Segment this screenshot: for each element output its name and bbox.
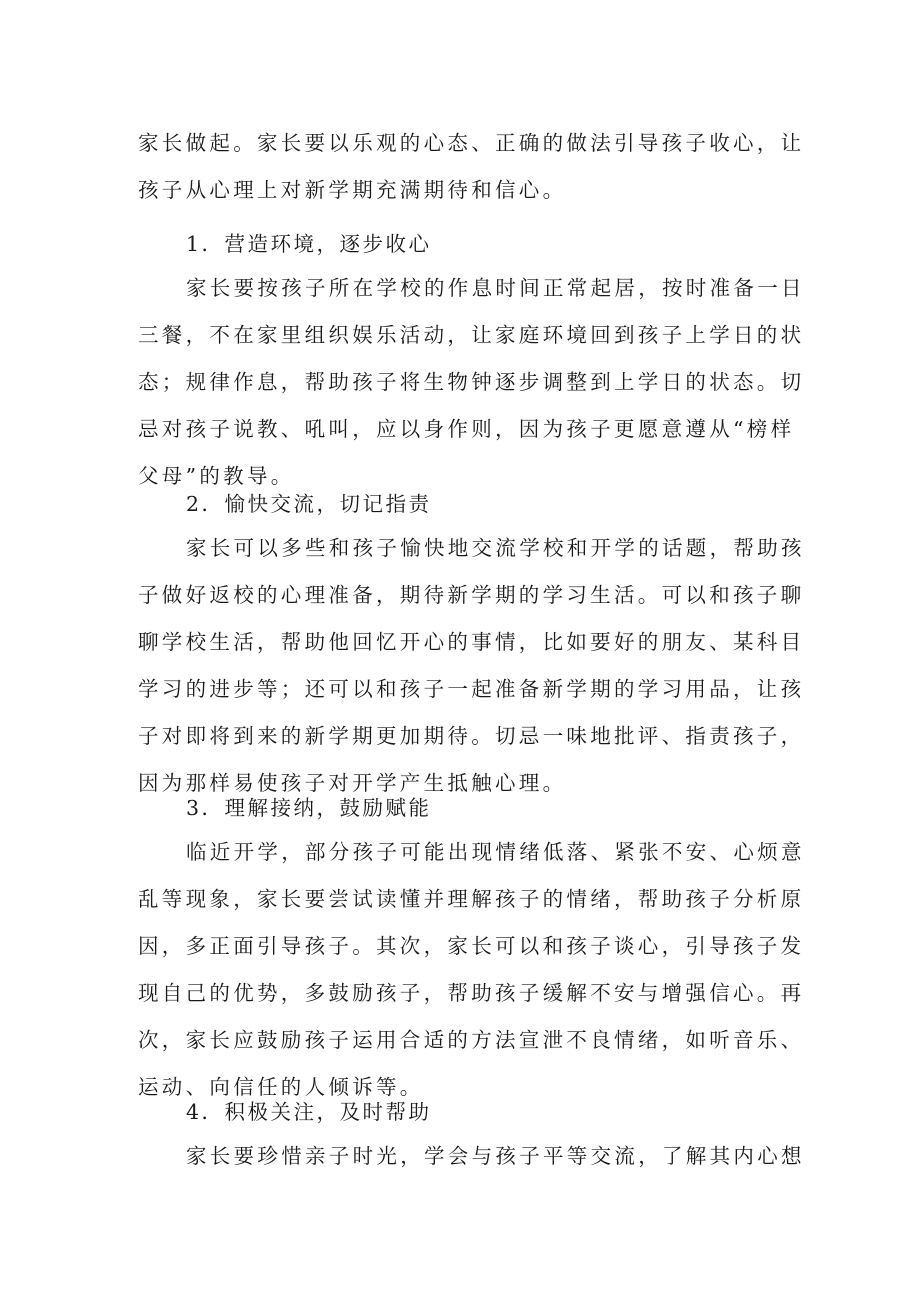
paragraph-line: 家长做起。家长要以乐观的心态、正确的做法引导孩子收心，让 xyxy=(138,131,805,155)
paragraph-line: 运动、向信任的人倾诉等。 xyxy=(138,1075,424,1099)
section-heading-1: 1．营造环境，逐步收心 xyxy=(186,232,432,256)
section-1-paragraph xyxy=(138,265,805,500)
section-heading-4: 4．积极关注，及时帮助 xyxy=(186,1100,432,1124)
section-heading-3: 3．理解接纳，鼓励赋能 xyxy=(186,796,432,820)
paragraph-line: 子做好返校的心理准备，期待新学期的学习生活。可以和孩子聊 xyxy=(138,583,805,607)
paragraph-line: 家长要珍惜亲子时光，学会与孩子平等交流，了解其内心想 xyxy=(186,1144,805,1168)
paragraph-line: 因，多正面引导孩子。其次，家长可以和孩子谈心，引导孩子发 xyxy=(138,934,805,958)
section-2-paragraph xyxy=(138,525,805,807)
paragraph-line: 学习的进步等；还可以和孩子一起准备新学期的学习用品，让孩 xyxy=(138,677,805,701)
paragraph-line: 聊学校生活，帮助他回忆开心的事情，比如要好的朋友、某科目 xyxy=(138,630,805,654)
paragraph-line: 因为那样易使孩子对开学产生抵触心理。 xyxy=(138,771,567,795)
paragraph-line: 孩子从心理上对新学期充满期待和信心。 xyxy=(138,178,567,202)
paragraph-line: 家长可以多些和孩子愉快地交流学校和开学的话题，帮助孩 xyxy=(186,536,805,560)
paragraph-line: 态；规律作息，帮助孩子将生物钟逐步调整到上学日的状态。切 xyxy=(138,370,805,394)
paragraph-line: 三餐，不在家里组织娱乐活动，让家庭环境回到孩子上学日的状 xyxy=(138,323,805,347)
section-3-paragraph xyxy=(138,829,805,1111)
intro-paragraph xyxy=(138,120,805,214)
paragraph-line: 忌对孩子说教、吼叫，应以身作则，因为孩子更愿意遵从“榜样 xyxy=(138,417,795,441)
paragraph-line: 临近开学，部分孩子可能出现情绪低落、紧张不安、心烦意 xyxy=(186,840,805,864)
paragraph-line: 子对即将到来的新学期更加期待。切忌一味地批评、指责孩子， xyxy=(138,724,805,748)
paragraph-line: 父母”的教导。 xyxy=(138,464,295,488)
section-4-paragraph xyxy=(138,1133,805,1180)
paragraph-line: 家长要按孩子所在学校的作息时间正常起居，按时准备一日 xyxy=(186,276,805,300)
section-heading-2: 2．愉快交流，切记指责 xyxy=(186,492,432,516)
paragraph-line: 次，家长应鼓励孩子运用合适的方法宣泄不良情绪，如听音乐、 xyxy=(138,1028,805,1052)
paragraph-line: 乱等现象，家长要尝试读懂并理解孩子的情绪，帮助孩子分析原 xyxy=(138,887,805,911)
paragraph-line: 现自己的优势，多鼓励孩子，帮助孩子缓解不安与增强信心。再 xyxy=(138,981,805,1005)
